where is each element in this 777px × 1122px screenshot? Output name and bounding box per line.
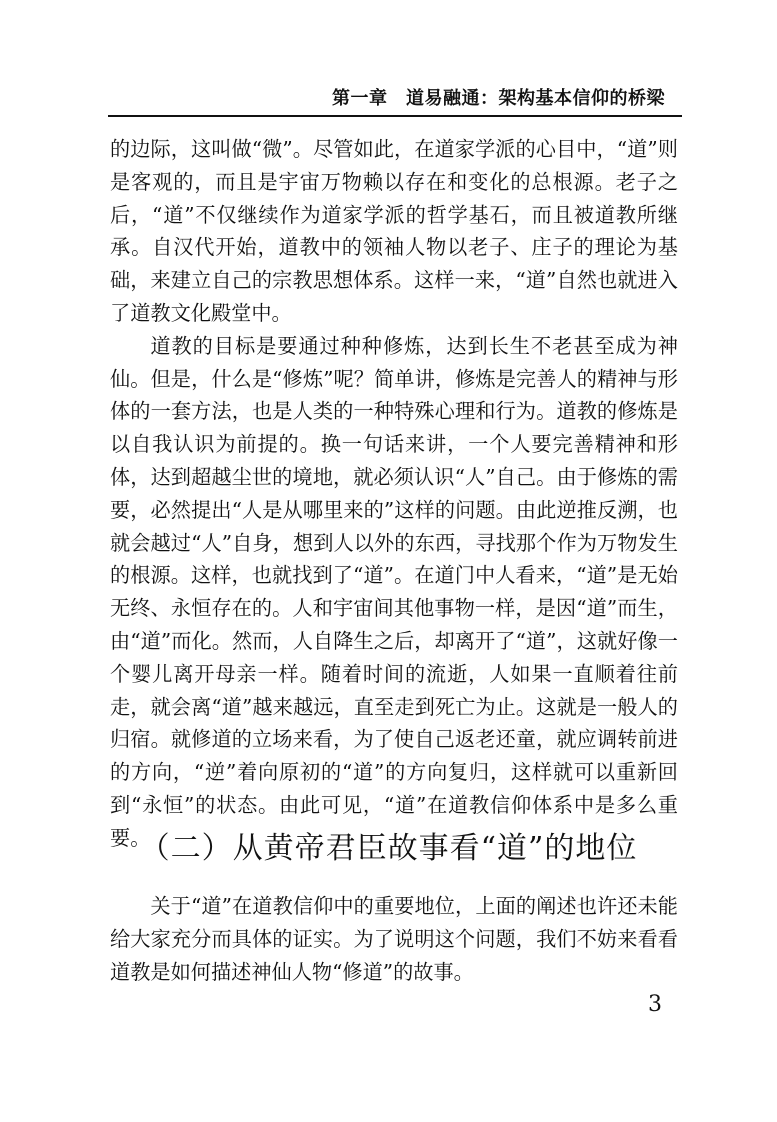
paragraph: 道教的目标是要通过种种修炼，达到长生不老甚至成为神仙。但是，什么是“修炼”呢？简单讲，修炼是完善人的精神与形体的一套方法，也是人类的一种特殊心理和行为。道教的修炼是以自我认识为前提的。换一句话来讲，一个人要完善精神和形体，达到超越尘世的境地，就必须认识“人”自己。由于修炼的需要，必然提出“人是从哪里来的”这样的问题。由此逆推反溯，也就会越过“人”自身，想到人以外的东西，寻找那个作为万物发生的根源。这样，也就找到了“道”。在道门中人看来，“道”是无始无终、永恒存在的。人和宇宙间其他事物一样，是因“道”而生，由“道”而化。然而，人自降生之后，却离开了“道”，这就好像一个婴儿离开母亲一样。随着时间的流逝，人如果一直顺着往前走，就会离“道”越来越远，直至走到死亡为止。这就是一般人的归宿。就修道的立场来看，为了使自己返老还童，就应调转前进的方向，“逆”着向原初的“道”的方向复归，这样就可以重新回到“永恒”的状态。由此可见，“道”在道教信仰体系中是多么重要。	[110, 333, 678, 850]
running-head: 第一章 道易融通：架构基本信仰的桥梁	[332, 88, 665, 109]
section-body-text	[110, 890, 678, 988]
section-paragraph: 关于“道”在道教信仰中的重要地位，上面的阐述也许还未能给大家充分而具体的证实。为了说明这个问题，我们不妨来看看道教是如何描述神仙人物“修道”的故事。	[110, 894, 678, 984]
section-heading: （二）从黄帝君臣故事看“道”的地位	[139, 831, 638, 866]
paragraph-continued: 的边际，这叫做“微”。尽管如此，在道家学派的心目中，“道”则是客观的，而且是宇宙万物赖以存在和变化的总根源。老子之后，“道”不仅继续作为道家学派的哲学基石，而且被道教所继承。自汉代开始，道教中的领袖人物以老子、庄子的理论为基础，来建立自己的宗教思想体系。这样一来，“道”自然也就进入了道教文化殿堂中。	[110, 137, 678, 325]
header-rule	[108, 115, 682, 117]
body-text	[110, 133, 678, 855]
page-number: 3	[648, 992, 662, 1017]
